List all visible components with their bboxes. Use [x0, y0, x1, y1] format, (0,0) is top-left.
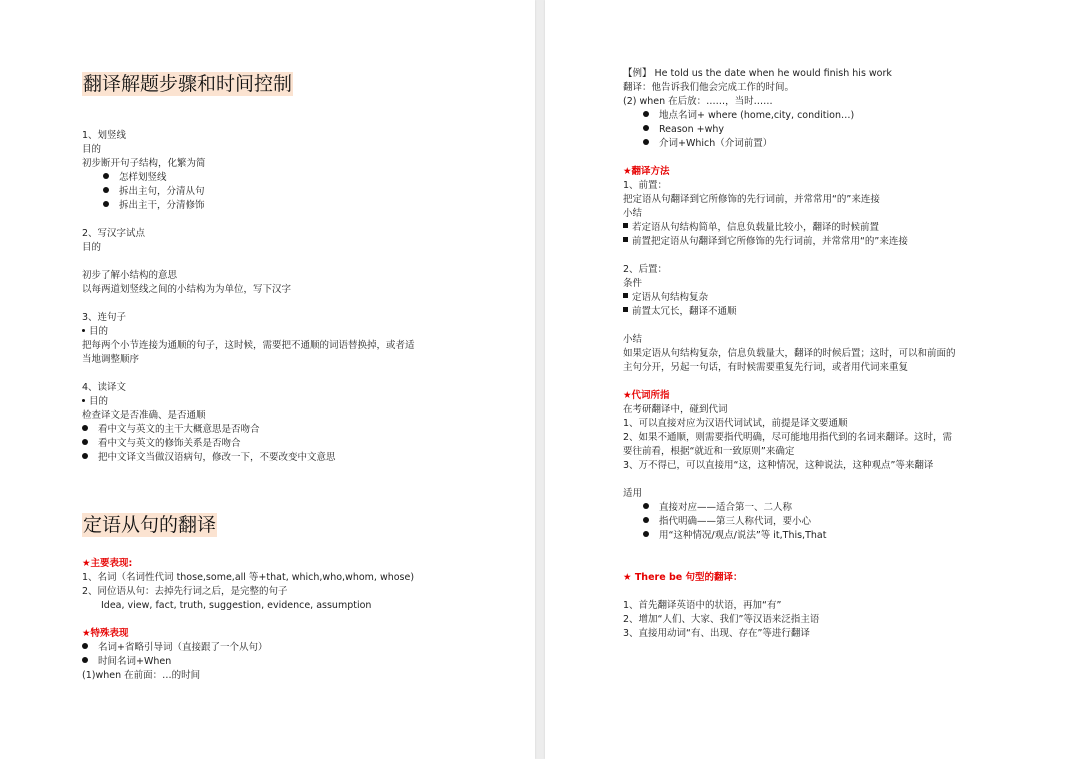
step1-title: 1、划竖线	[82, 130, 127, 141]
bullet-icon	[103, 173, 109, 179]
step4-title: 4、读译文	[82, 382, 127, 393]
list-item: 地点名词+ where (home,city, condition…)	[643, 109, 854, 123]
main-expression-2: 2、同位语从句：去掉先行词之后，是完整的句子	[82, 586, 288, 597]
step1-purpose: 目的	[82, 144, 102, 155]
there-be-title: ★ There be 句型的翻译：	[623, 572, 743, 583]
heading-translation-steps: 翻译解题步骤和时间控制	[83, 73, 293, 95]
method-summary-2: 小结	[623, 334, 643, 345]
list-item: 介词+Which（介词前置）	[643, 137, 772, 151]
bullet-icon	[643, 503, 649, 509]
special-expression-3: (1)when 在前面：…的时间	[82, 670, 201, 681]
step3-title: 3、连句子	[82, 312, 127, 323]
step3-text-2: 当地调整顺序	[82, 354, 140, 365]
main-expression-title: ★主要表现:	[82, 558, 133, 569]
step4-text: 检查译文是否准确、是否通顺	[82, 410, 206, 421]
list-item: 定语从句结构复杂	[623, 291, 708, 305]
list-item: 看中文与英文的主干大概意思是否吻合	[82, 423, 260, 437]
bullet-icon	[82, 425, 88, 431]
bullet-icon	[103, 187, 109, 193]
main-expression-3: Idea, view, fact, truth, suggestion, evidence, assumption	[101, 600, 372, 611]
bullet-icon	[82, 439, 88, 445]
list-item: 直接对应——适合第一、二人称	[643, 501, 792, 515]
step2-text-2: 以每两道划竖线之间的小结构为为单位，写下汉字	[82, 284, 292, 295]
method-prepose: 1、前置：	[623, 180, 668, 191]
step1-text: 初步断开句子结构，化繁为简	[82, 158, 206, 169]
list-item: 用“这种情况/观点/说法”等 it,This,That	[643, 529, 826, 543]
pronoun-line-5: 3、万不得已，可以直接用“这，这种情况，这种说法，这种观点”等来翻译	[623, 460, 934, 471]
small-bullet-icon	[82, 329, 85, 332]
list-item: 前置太冗长，翻译不通顺	[623, 305, 737, 319]
list-item: 拆出主干，分清修饰	[103, 199, 205, 213]
bullet-icon	[103, 201, 109, 207]
list-item: Reason +why	[643, 123, 724, 137]
pronoun-title: ★代词所指	[623, 390, 670, 401]
right-page	[545, 0, 1080, 759]
method-postpose: 2、后置：	[623, 264, 668, 275]
example-when-after: (2) when 在后放：……，当时……	[623, 96, 773, 107]
example-translation: 翻译：他告诉我们他会完成工作的时间。	[623, 82, 795, 93]
method-summary-text: 如果定语从句结构复杂，信息负载量大，翻译的时候后置；这时，可以和前面的	[623, 348, 956, 359]
bullet-icon	[643, 139, 649, 145]
list-item: 看中文与英文的修饰关系是否吻合	[82, 437, 241, 451]
star-icon: ★	[82, 628, 91, 639]
square-bullet-icon	[623, 223, 628, 228]
there-be-line-3: 3、直接用动词“有、出现、存在”等进行翻译	[623, 628, 810, 639]
star-icon: ★	[623, 166, 632, 177]
list-item: 时间名词+When	[82, 655, 171, 669]
star-icon: ★	[623, 572, 635, 583]
star-icon: ★	[623, 390, 632, 401]
square-bullet-icon	[623, 307, 628, 312]
bullet-icon	[82, 657, 88, 663]
list-item: 怎样划竖线	[103, 171, 167, 185]
pronoun-line-1: 在考研翻译中，碰到代词	[623, 404, 728, 415]
method-condition: 条件	[623, 278, 643, 289]
square-bullet-icon	[623, 293, 628, 298]
method-summary: 小结	[623, 208, 643, 219]
step3-purpose: 目的	[82, 325, 108, 339]
small-bullet-icon	[82, 399, 85, 402]
list-item: 把中文译文当做汉语病句，修改一下，不要改变中文意思	[82, 451, 336, 465]
list-item: 拆出主句，分清从句	[103, 185, 205, 199]
list-item: 前置把定语从句翻译到它所修饰的先行词前，并常常用“的”来连接	[623, 235, 908, 249]
step4-purpose: 目的	[82, 395, 108, 409]
pronoun-usage: 适用	[623, 488, 643, 499]
step3-text: 把每两个小节连接为通顺的句子，这时候，需要把不通顺的词语替换掉，或者适	[82, 340, 415, 351]
step2-purpose: 目的	[82, 242, 102, 253]
square-bullet-icon	[623, 237, 628, 242]
method-prepose-text: 把定语从句翻译到它所修饰的先行词前，并常常用“的”来连接	[623, 194, 880, 205]
there-be-line-1: 1、首先翻译英语中的状语，再加“有”	[623, 600, 782, 611]
there-be-line-2: 2、增加“人们、大家、我们”等汉语来泛指主语	[623, 614, 820, 625]
method-title: ★翻译方法	[623, 166, 670, 177]
example-sentence: 【例】 He told us the date when he would finish his work	[623, 68, 892, 79]
list-item: 指代明确——第三人称代词，要小心	[643, 515, 811, 529]
list-item: 若定语从句结构简单，信息负载量比较小，翻译的时候前置	[623, 221, 879, 235]
bullet-icon	[643, 125, 649, 131]
list-item: 名词+省略引导词（直接跟了一个从句）	[82, 641, 267, 655]
step2-text: 初步了解小结构的意思	[82, 270, 178, 281]
bullet-icon	[643, 517, 649, 523]
heading-attributive-clause: 定语从句的翻译	[83, 514, 217, 536]
main-expression-1: 1、名词（名词性代词 those,some,all 等+that, which,who,whom, whose)	[82, 572, 415, 583]
pronoun-line-4: 要往前看，根据“就近和一致原则”来确定	[623, 446, 795, 457]
pronoun-line-3: 2、如果不通顺，则需要指代明确，尽可能地用指代到的名词来翻译。这时，需	[623, 432, 953, 443]
special-expression-title: ★特殊表现	[82, 628, 129, 639]
bullet-icon	[82, 643, 88, 649]
left-page	[0, 0, 535, 759]
method-summary-text-2: 主句分开，另起一句话，有时候需要重复先行词，或者用代词来重复	[623, 362, 909, 373]
pronoun-line-2: 1、可以直接对应为汉语代词试试，前提是译文要通顺	[623, 418, 848, 429]
bullet-icon	[82, 453, 88, 459]
star-icon: ★	[82, 558, 91, 569]
step2-title: 2、写汉字试点	[82, 228, 146, 239]
bullet-icon	[643, 111, 649, 117]
bullet-icon	[643, 531, 649, 537]
